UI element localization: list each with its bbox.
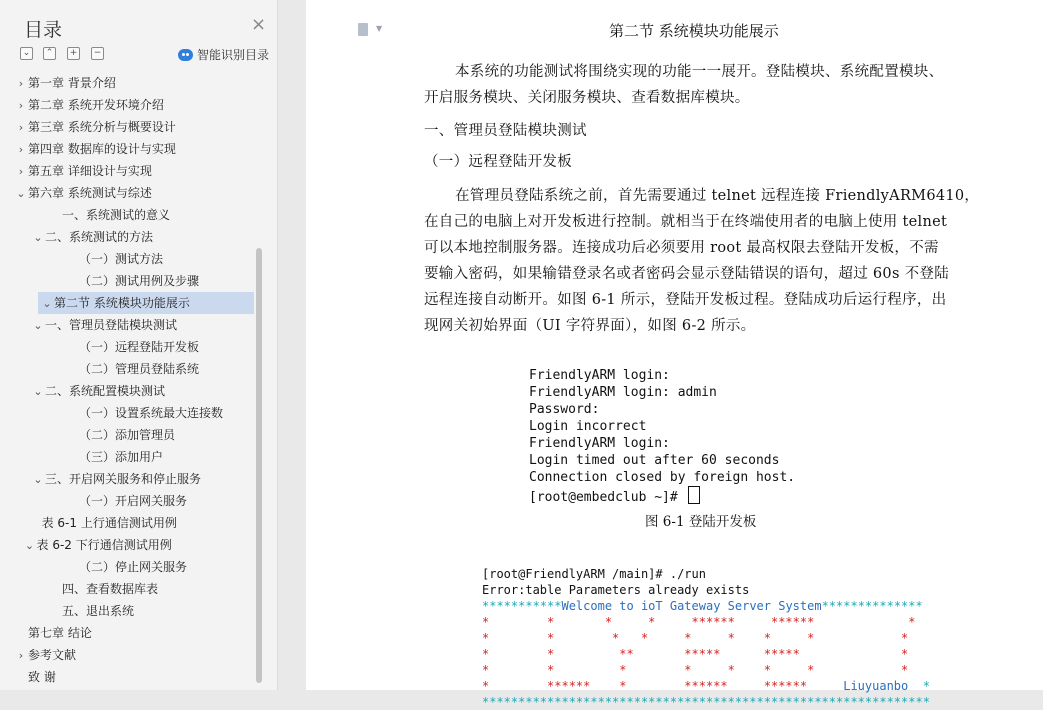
ascii-art-row-end: * [908,679,930,693]
chevron-down-icon[interactable]: ⌄ [33,231,43,244]
add-heading-button[interactable]: + [67,47,80,60]
toc-item-label: 表 6-2 下行通信测试用例 [36,538,172,552]
toc-item-label: 参考文献 [28,648,77,662]
toc-scrollbar[interactable] [256,248,262,683]
toc-item-label: （二）测试用例及步骤 [79,274,200,288]
toc-item[interactable] [0,138,254,160]
smart-toc-button[interactable] [178,46,269,63]
chevron-down-icon[interactable]: ⌄ [33,319,43,332]
chevron-right-icon[interactable]: › [18,121,24,134]
toc-item-label: 五、退出系统 [62,604,135,618]
ascii-art-row: * ****** * ****** ****** [482,679,844,693]
toc-item-label: 二、系统配置模块测试 [45,384,166,398]
chevron-down-icon[interactable]: ⌄ [33,473,43,486]
toc-list [0,72,262,690]
intro-line-2: 开启服务模块、关闭服务模块、查看数据库模块。 [424,90,750,106]
toc-item[interactable] [0,556,254,578]
toc-item-label: 第二章 系统开发环境介绍 [28,98,164,112]
terminal-line: FriendlyARM login: [529,436,670,451]
toc-item[interactable] [0,314,254,336]
body-line-4: 要输入密码，如果输错登录名或者密码会显示登陆错误的语句，超过 60s 不登陆 [424,266,950,282]
ascii-art-row: * * ** ***** ***** * [482,647,909,661]
expand-level-button[interactable]: ⌃ [43,47,56,60]
chevron-down-icon[interactable]: ⌄ [16,187,26,200]
close-icon[interactable]: × [251,14,267,35]
toc-item[interactable] [0,270,254,292]
terminal-line: FriendlyARM login: admin [529,385,717,400]
toc-item-label: 第六章 系统测试与综述 [28,186,152,200]
toc-item[interactable] [0,402,254,424]
toc-item-label: （一）设置系统最大连接数 [79,406,224,420]
toc-sidebar [0,0,278,690]
body-line-2: 在自己的电脑上对开发板进行控制。就相当于在终端使用者的电脑上使用 telnet [424,214,948,230]
smart-robot-icon [178,49,193,61]
toc-item[interactable] [0,490,254,512]
banner-stars-left: *********** [482,599,562,613]
terminal-figure-2 [482,550,930,710]
toc-item[interactable] [0,72,254,94]
body-line-6: 现网关初始界面（UI 字符界面），如图 6-2 所示。 [424,318,756,334]
toc-item-label: 二、系统测试的方法 [45,230,154,244]
chevron-down-icon[interactable]: ⌄ [42,297,52,310]
terminal-prompt: [root@embedclub ~]# [529,490,686,505]
toc-title: 目录 [24,19,63,41]
toc-item-label: 三、开启网关服务和停止服务 [45,472,202,486]
terminal-line: [root@FriendlyARM /main]# ./run [482,567,706,581]
ascii-art-row: * * * * ****** ****** * [482,615,916,629]
toc-item[interactable] [0,446,254,468]
chevron-right-icon[interactable]: › [18,143,24,156]
toc-item-label: （二）停止网关服务 [79,560,188,574]
toc-item-label: 一、管理员登陆模块测试 [45,318,178,332]
terminal-line: Connection closed by foreign host. [529,470,796,485]
terminal-line: Error:table Parameters already exists [482,583,750,597]
toc-item[interactable] [0,336,254,358]
terminal-figure-1 [529,350,795,506]
smart-toc-label: 智能识别目录 [197,48,270,62]
toc-item-label: （二）管理员登陆系统 [79,362,200,376]
section-heading: 第二节 系统模块功能展示 [609,22,779,40]
toc-item[interactable] [0,622,254,644]
toc-item-label: （二）添加管理员 [79,428,176,442]
terminal-cursor [688,486,700,504]
body-line-1: 在管理员登陆系统之前，首先需要通过 telnet 远程连接 FriendlyARM6410， [455,188,980,204]
toc-item[interactable] [0,424,254,446]
toc-item[interactable] [0,578,254,600]
terminal-line: Login timed out after 60 seconds [529,453,780,468]
figure-1-caption: 图 6-1 登陆开发板 [645,514,757,530]
document-icon[interactable] [358,23,368,36]
toc-item[interactable] [0,248,254,270]
toc-item[interactable] [0,600,254,622]
toc-item[interactable] [0,358,254,380]
toc-item[interactable] [0,380,254,402]
banner-bottom-border: ************************************************************** [482,695,930,709]
toc-item[interactable] [0,226,254,248]
chevron-right-icon[interactable]: › [18,165,24,178]
toc-item[interactable] [0,512,254,534]
toc-item-label: 表 6-1 上行通信测试用例 [41,516,177,530]
toc-item[interactable] [0,534,254,556]
toc-item[interactable] [38,292,254,314]
toc-item-label: 第五章 详细设计与实现 [28,164,152,178]
toc-item-label: 第四章 数据库的设计与实现 [28,142,176,156]
toc-item-label: 第二节 系统模块功能展示 [54,296,190,310]
toc-item-label: （一）测试方法 [79,252,164,266]
toc-item-label: 致 谢 [28,670,56,684]
chevron-right-icon[interactable]: › [18,77,24,90]
body-line-3: 可以本地控制服务器。连接成功后必须要用 root 最高权限去登陆开发板，不需 [424,240,939,256]
section-title: 一、管理员登陆模块测试 [424,123,587,139]
toc-item[interactable] [0,116,254,138]
toc-item[interactable] [0,182,254,204]
terminal-line: Password: [529,402,600,417]
toc-item-label: 第七章 结论 [28,626,92,640]
chevron-down-icon[interactable]: ▼ [376,24,383,33]
subsection-title: （一）远程登陆开发板 [424,154,572,170]
toc-item[interactable] [0,666,254,688]
body-line-5: 远程连接自动断开。如图 6-1 所示，登陆开发板过程。登陆成功后运行程序，出 [424,292,947,308]
banner-stars-right: ************** [821,599,923,613]
ascii-art-row: * * * * * * * * * [482,631,909,645]
collapse-all-button[interactable]: ⌄ [20,47,33,60]
toc-item[interactable] [0,94,254,116]
toc-item-label: 一、系统测试的意义 [62,208,171,222]
chevron-right-icon[interactable]: › [18,649,24,662]
toc-item[interactable] [0,644,254,666]
toc-item[interactable] [0,204,254,226]
intro-line-1: 本系统的功能测试将围绕实现的功能一一展开。登陆模块、系统配置模块、 [455,64,944,80]
terminal-line: Login incorrect [529,419,647,434]
remove-heading-button[interactable]: − [91,47,104,60]
banner-title: Welcome to ioT Gateway Server System [561,599,822,613]
toc-item-label: （一）远程登陆开发板 [79,340,200,354]
toc-item-label: 四、查看数据库表 [62,582,159,596]
toc-item-label: 第三章 系统分析与概要设计 [28,120,176,134]
toc-item-label: 第一章 背景介绍 [28,76,116,90]
chevron-right-icon[interactable]: › [18,99,24,112]
ascii-art-row: * * * * * * * * [482,663,909,677]
toc-item[interactable] [0,468,254,490]
signature: Liuyuanbo [843,679,909,693]
toc-item-label: （一）开启网关服务 [79,494,188,508]
terminal-line: FriendlyARM login: [529,368,670,383]
toc-item[interactable] [0,160,254,182]
chevron-down-icon[interactable]: ⌄ [24,539,35,552]
toc-item-label: （三）添加用户 [79,450,164,464]
chevron-down-icon[interactable]: ⌄ [33,385,43,398]
